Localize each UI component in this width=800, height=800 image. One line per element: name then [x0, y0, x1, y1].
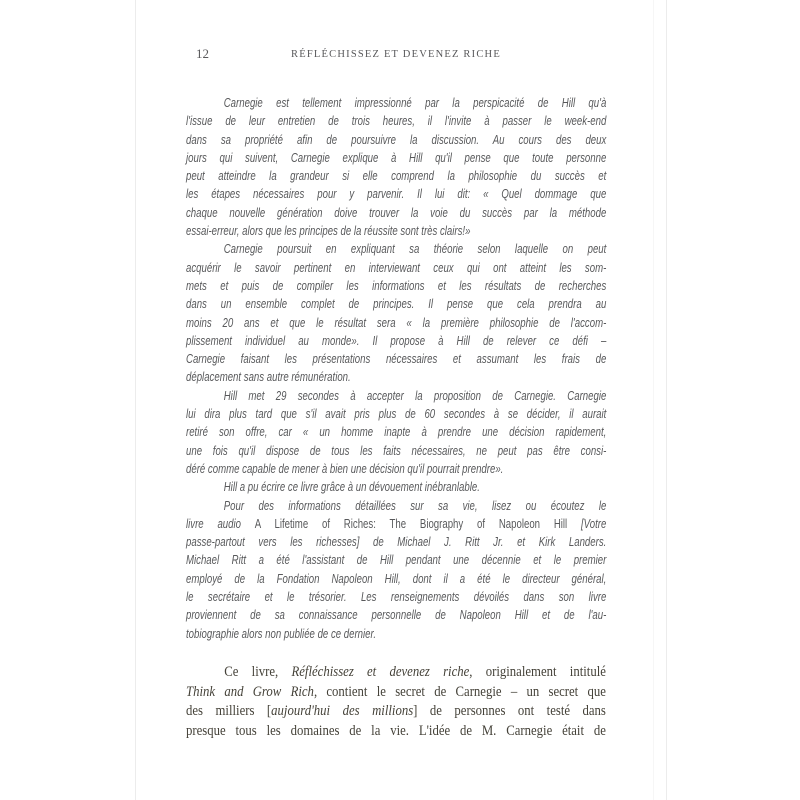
text-line: Michael Ritt a été l'assistant de Hill pendant une décennie et le premier — [186, 552, 607, 568]
text-line: retiré son offre, car « un homme inapte à prendre une décision rapidement, — [186, 424, 607, 440]
page-right-edge — [666, 0, 667, 800]
text-line: peut atteindre la grandeur si elle comprend la philosophie du succès et — [186, 168, 607, 184]
text-line: Carnegie est tellement impressionné par la perspicacité de Hill qu'à — [223, 95, 607, 110]
text-line: lui dira plus tard que s'il avait pris plus de 60 secondes à se décider, il aurait — [186, 406, 607, 422]
body-paragraph-block — [186, 663, 606, 741]
quote-block-wrapper — [186, 94, 606, 643]
alt-style-text: aujourd'hui des millions — [271, 703, 414, 719]
text-line: acquérir le savoir pertinent en interviewant ceux qui ont atteint les som- — [186, 259, 607, 275]
text-line: déplacement sans autre rémunération. — [186, 369, 351, 385]
text-line: passe-partout vers les richesses] de Michael J. Ritt Jr. et Kirk Landers. — [186, 534, 607, 550]
text-line: les étapes nécessaires pour y parvenir. Il lui dit: « Quel dommage que — [186, 186, 607, 202]
text-line: presque tous les domaines de la vie. L'idée de M. Carnegie était de — [186, 722, 606, 739]
text-line: essai-erreur, alors que les principes de la réussite sont très clairs!» — [186, 223, 471, 239]
page-number: 12 — [196, 46, 209, 61]
text-line: Hill met 29 secondes à accepter la proposition de Carnegie. Carnegie — [223, 387, 607, 403]
alt-style-text: A Lifetime of Riches: The Biography of Napoleon Hill — [254, 515, 568, 531]
text-line: Carnegie faisant les présentations nécessaires et assumant les frais de — [186, 351, 607, 367]
text-line: dans sa propriété afin de poursuivre la discussion. Au cours des deux — [186, 131, 607, 147]
text-line: déré comme capable de mener à bien une décision qu'il pourrait prendre». — [186, 460, 504, 476]
text-line: Carnegie poursuit en expliquant sa théorie selon laquelle on peut — [223, 241, 607, 257]
body-paragraph-wrapper — [186, 663, 606, 741]
text-line: mets et puis de compiler les informations et les résultats de recherches — [186, 277, 607, 293]
text-line: une fois qu'il dispose de tous les faits nécessaires, ne peut pas être consi- — [186, 442, 607, 458]
text-line: chaque nouvelle génération doive trouver la voie du succès par la méthode — [186, 204, 607, 220]
page-right-edge-shadow — [653, 0, 654, 800]
text-line: employé de la Fondation Napoleon Hill, dont il a été le directeur général, — [186, 570, 607, 586]
text-line: tobiographie alors non publiée de ce dernier. — [186, 625, 377, 641]
running-header-title: RÉFLÉCHISSEZ ET DEVENEZ RICHE — [291, 49, 501, 60]
text-line: Ce livre, Réfléchissez et devenez riche, originalement intitulé — [224, 664, 606, 680]
text-line: des milliers [aujourd'hui des millions] de personnes ont testé dans — [186, 703, 606, 719]
text-line: livre audio A Lifetime of Riches: The Biography of Napoleon Hill [Votre — [186, 515, 607, 531]
alt-style-text: Réfléchissez et devenez riche — [291, 664, 470, 680]
alt-style-text: Think and Grow Rich — [186, 683, 314, 700]
text-line: Hill a pu écrire ce livre grâce à un dévouement inébranlable. — [223, 479, 480, 495]
text-line: jours qui suivent, Carnegie explique à Hill qu'il pense que toute personne — [186, 149, 607, 165]
text-line: l'issue de leur entretien de trois heures, il l'invite à passer le week-end — [186, 113, 607, 129]
text-line: Pour des informations détaillées sur sa vie, lisez ou écoutez le — [223, 497, 607, 513]
page-left-edge — [135, 0, 136, 800]
text-line: le secrétaire et le trésorier. Les renseignements dévoilés dans son livre — [186, 589, 607, 605]
quote-block — [186, 94, 606, 643]
text-line: dans un ensemble complet de principes. Il pense que cela prendra au — [186, 296, 607, 312]
text-line: Think and Grow Rich, contient le secret de Carnegie – un secret que — [186, 683, 606, 700]
text-line: proviennent de sa connaissance personnelle de Napoleon Hill et de l'au- — [186, 607, 607, 623]
text-line: plissement individuel au monde». Il propose à Hill de relever ce défi – — [186, 332, 607, 348]
text-line: moins 20 ans et que le résultat sera « la première philosophie de l'accom- — [186, 314, 607, 330]
